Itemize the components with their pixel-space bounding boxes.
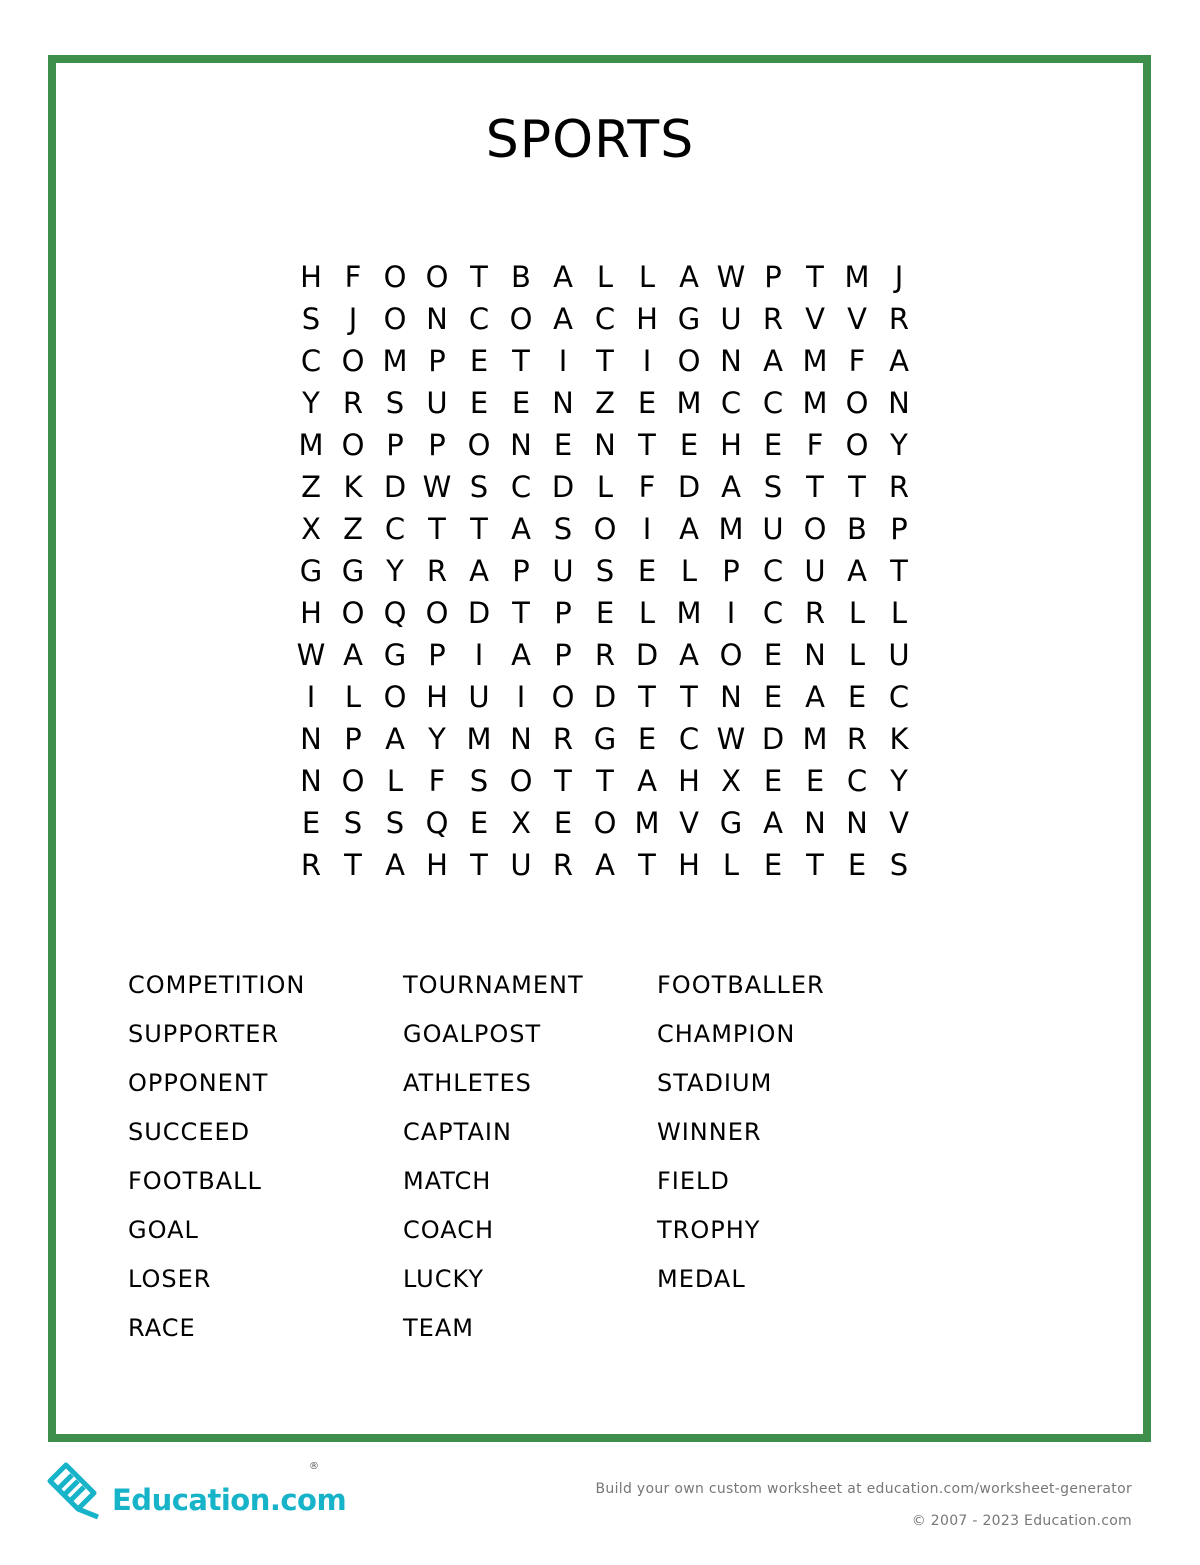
grid-letter: S xyxy=(469,470,489,504)
grid-letter: O xyxy=(845,386,869,420)
grid-letter: A xyxy=(763,806,783,840)
grid-letter: A xyxy=(721,470,741,504)
grid-letter: M xyxy=(802,344,828,378)
grid-letter: E xyxy=(301,806,321,840)
word-list-item: COMPETITION xyxy=(128,971,306,999)
grid-letter: A xyxy=(553,302,573,336)
grid-letter: L xyxy=(890,596,908,630)
grid-letter: H xyxy=(426,680,448,714)
grid-letter: A xyxy=(679,638,699,672)
grid-letter: S xyxy=(301,302,321,336)
grid-letter: Z xyxy=(343,512,363,546)
grid-letter: M xyxy=(676,596,702,630)
grid-letter: T xyxy=(890,554,908,588)
word-list-item: GOALPOST xyxy=(403,1020,542,1048)
grid-letter: N xyxy=(300,764,322,798)
grid-letter: L xyxy=(638,260,656,294)
word-list-item: ATHLETES xyxy=(403,1069,532,1097)
grid-letter: T xyxy=(596,764,614,798)
grid-letter: H xyxy=(678,848,700,882)
grid-letter: M xyxy=(466,722,492,756)
grid-letter: S xyxy=(553,512,573,546)
grid-letter: N xyxy=(510,428,532,462)
grid-letter: F xyxy=(638,470,656,504)
grid-letter: T xyxy=(806,260,824,294)
grid-letter: O xyxy=(341,344,365,378)
grid-letter: P xyxy=(344,722,362,756)
grid-letter: M xyxy=(844,260,870,294)
grid-letter: B xyxy=(847,512,867,546)
grid-letter: N xyxy=(846,806,868,840)
grid-letter: E xyxy=(469,344,489,378)
grid-letter: P xyxy=(428,428,446,462)
grid-letter: I xyxy=(474,638,484,672)
grid-letter: E xyxy=(847,848,867,882)
grid-letter: X xyxy=(301,512,321,546)
grid-letter: O xyxy=(719,638,743,672)
word-list-item: CAPTAIN xyxy=(403,1118,512,1146)
grid-letter: A xyxy=(889,344,909,378)
grid-letter: R xyxy=(762,302,784,336)
grid-letter: C xyxy=(384,512,406,546)
grid-letter: T xyxy=(512,344,530,378)
grid-letter: P xyxy=(428,344,446,378)
grid-letter: L xyxy=(680,554,698,588)
grid-letter: T xyxy=(638,680,656,714)
grid-letter: N xyxy=(594,428,616,462)
letter-grid xyxy=(290,256,920,886)
grid-letter: T xyxy=(596,344,614,378)
grid-letter: A xyxy=(511,638,531,672)
grid-letter: J xyxy=(348,302,358,336)
grid-letter: P xyxy=(428,638,446,672)
grid-letter: N xyxy=(300,722,322,756)
word-list-item: SUCCEED xyxy=(128,1118,251,1146)
grid-letter: R xyxy=(888,302,910,336)
grid-letter: T xyxy=(428,512,446,546)
grid-letter: R xyxy=(552,722,574,756)
grid-letter: S xyxy=(469,764,489,798)
grid-letter: C xyxy=(678,722,700,756)
grid-letter: K xyxy=(343,470,363,504)
grid-letter: H xyxy=(426,848,448,882)
grid-letter: E xyxy=(637,554,657,588)
word-list-item: FOOTBALLER xyxy=(657,971,825,999)
grid-letter: A xyxy=(679,512,699,546)
grid-letter: G xyxy=(677,302,701,336)
grid-letter: M xyxy=(634,806,660,840)
grid-letter: R xyxy=(594,638,616,672)
grid-letter: U xyxy=(510,848,532,882)
grid-letter: V xyxy=(889,806,909,840)
grid-letter: O xyxy=(467,428,491,462)
grid-letter: E xyxy=(763,428,783,462)
brand-name: Education.com xyxy=(112,1483,347,1517)
grid-letter: V xyxy=(805,302,825,336)
grid-letter: C xyxy=(888,680,910,714)
grid-letter: N xyxy=(552,386,574,420)
grid-letter: G xyxy=(299,554,323,588)
grid-letter: F xyxy=(428,764,446,798)
grid-letter: A xyxy=(763,344,783,378)
grid-letter: I xyxy=(558,344,568,378)
grid-letter: F xyxy=(848,344,866,378)
grid-letter: O xyxy=(383,260,407,294)
grid-letter: E xyxy=(595,596,615,630)
grid-letter: S xyxy=(763,470,783,504)
word-list-item: RACE xyxy=(128,1314,196,1342)
grid-letter: Y xyxy=(428,722,446,756)
grid-letter: L xyxy=(386,764,404,798)
grid-letter: R xyxy=(846,722,868,756)
grid-letter: X xyxy=(721,764,741,798)
grid-letter: J xyxy=(894,260,904,294)
grid-letter: Q xyxy=(425,806,449,840)
grid-letter: U xyxy=(804,554,826,588)
word-list-item: LUCKY xyxy=(403,1265,485,1293)
grid-letter: R xyxy=(300,848,322,882)
grid-letter: T xyxy=(554,764,572,798)
grid-letter: L xyxy=(596,470,614,504)
grid-letter: A xyxy=(385,722,405,756)
grid-letter: U xyxy=(762,512,784,546)
grid-letter: T xyxy=(470,512,488,546)
grid-letter: O xyxy=(341,428,365,462)
grid-letter: C xyxy=(720,386,742,420)
grid-letter: D xyxy=(551,470,575,504)
grid-letter: B xyxy=(511,260,531,294)
grid-letter: R xyxy=(426,554,448,588)
grid-letter: Y xyxy=(890,428,908,462)
grid-letter: T xyxy=(638,848,656,882)
grid-letter: H xyxy=(636,302,658,336)
grid-letter: E xyxy=(763,764,783,798)
word-list-item: FOOTBALL xyxy=(128,1167,262,1195)
grid-letter: U xyxy=(720,302,742,336)
grid-letter: A xyxy=(385,848,405,882)
grid-letter: O xyxy=(593,512,617,546)
grid-letter: E xyxy=(679,428,699,462)
grid-letter: O xyxy=(341,764,365,798)
grid-letter: N xyxy=(804,638,826,672)
grid-letter: N xyxy=(804,806,826,840)
footer-copyright: © 2007 - 2023 Education.com xyxy=(911,1513,1132,1529)
grid-letter: M xyxy=(676,386,702,420)
grid-letter: E xyxy=(469,806,489,840)
grid-letter: N xyxy=(510,722,532,756)
grid-letter: T xyxy=(470,848,488,882)
grid-letter: T xyxy=(512,596,530,630)
grid-letter: T xyxy=(806,848,824,882)
grid-letter: L xyxy=(848,596,866,630)
grid-letter: A xyxy=(469,554,489,588)
grid-letter: N xyxy=(720,680,742,714)
grid-letter: T xyxy=(344,848,362,882)
grid-letter: F xyxy=(344,260,362,294)
grid-letter: D xyxy=(677,470,701,504)
grid-letter: E xyxy=(511,386,531,420)
grid-letter: L xyxy=(848,638,866,672)
grid-letter: M xyxy=(802,386,828,420)
grid-letter: U xyxy=(888,638,910,672)
grid-letter: W xyxy=(422,470,452,504)
grid-letter: C xyxy=(762,596,784,630)
grid-letter: Y xyxy=(386,554,404,588)
grid-letter: G xyxy=(593,722,617,756)
grid-letter: D xyxy=(761,722,785,756)
education-logo-icon xyxy=(42,1455,112,1525)
grid-letter: O xyxy=(341,596,365,630)
grid-letter: Z xyxy=(301,470,321,504)
word-list-item: TEAM xyxy=(403,1314,474,1342)
grid-letter: W xyxy=(716,260,746,294)
grid-letter: D xyxy=(383,470,407,504)
grid-letter: C xyxy=(846,764,868,798)
grid-letter: Y xyxy=(890,764,908,798)
word-list-item: GOAL xyxy=(128,1216,199,1244)
grid-letter: O xyxy=(425,260,449,294)
grid-letter: A xyxy=(343,638,363,672)
word-list-item: SUPPORTER xyxy=(128,1020,280,1048)
grid-letter: P xyxy=(512,554,530,588)
grid-letter: A xyxy=(679,260,699,294)
word-list-item: OPPONENT xyxy=(128,1069,269,1097)
grid-letter: U xyxy=(552,554,574,588)
grid-letter: E xyxy=(763,848,783,882)
grid-letter: O xyxy=(845,428,869,462)
word-list-item: COACH xyxy=(403,1216,495,1244)
footer-tagline: Build your own custom worksheet at education.com/worksheet-generator xyxy=(595,1481,1132,1497)
grid-letter: P xyxy=(554,596,572,630)
grid-letter: C xyxy=(468,302,490,336)
grid-letter: Q xyxy=(383,596,407,630)
word-list-item: STADIUM xyxy=(657,1069,773,1097)
grid-letter: C xyxy=(594,302,616,336)
grid-letter: S xyxy=(385,806,405,840)
grid-letter: L xyxy=(344,680,362,714)
grid-letter: A xyxy=(595,848,615,882)
word-list-item: WINNER xyxy=(657,1118,762,1146)
grid-letter: O xyxy=(593,806,617,840)
grid-letter: G xyxy=(341,554,365,588)
grid-letter: L xyxy=(596,260,614,294)
grid-letter: G xyxy=(719,806,743,840)
grid-letter: L xyxy=(638,596,656,630)
grid-letter: D xyxy=(635,638,659,672)
grid-letter: F xyxy=(806,428,824,462)
grid-letter: E xyxy=(805,764,825,798)
grid-letter: E xyxy=(763,680,783,714)
grid-letter: O xyxy=(509,764,533,798)
grid-letter: V xyxy=(679,806,699,840)
grid-letter: V xyxy=(847,302,867,336)
grid-letter: N xyxy=(888,386,910,420)
grid-letter: T xyxy=(470,260,488,294)
grid-letter: N xyxy=(426,302,448,336)
grid-letter: E xyxy=(637,722,657,756)
grid-letter: A xyxy=(805,680,825,714)
grid-letter: X xyxy=(511,806,531,840)
grid-letter: R xyxy=(888,470,910,504)
registered-mark: ® xyxy=(309,1461,319,1472)
grid-letter: E xyxy=(469,386,489,420)
grid-letter: I xyxy=(726,596,736,630)
grid-letter: E xyxy=(553,428,573,462)
grid-letter: R xyxy=(342,386,364,420)
grid-letter: A xyxy=(511,512,531,546)
grid-letter: M xyxy=(718,512,744,546)
grid-letter: S xyxy=(385,386,405,420)
grid-letter: P xyxy=(764,260,782,294)
grid-letter: A xyxy=(847,554,867,588)
grid-letter: M xyxy=(298,428,324,462)
word-list-item: MEDAL xyxy=(657,1265,746,1293)
grid-letter: U xyxy=(468,680,490,714)
grid-letter: W xyxy=(296,638,326,672)
grid-letter: H xyxy=(300,260,322,294)
grid-letter: M xyxy=(382,344,408,378)
grid-letter: A xyxy=(637,764,657,798)
worksheet-title: SPORTS xyxy=(485,110,695,170)
word-list-item: FIELD xyxy=(657,1167,730,1195)
grid-letter: O xyxy=(425,596,449,630)
grid-letter: P xyxy=(554,638,572,672)
word-list-item: LOSER xyxy=(128,1265,212,1293)
grid-letter: H xyxy=(678,764,700,798)
grid-letter: K xyxy=(889,722,909,756)
grid-letter: N xyxy=(720,344,742,378)
word-list xyxy=(128,968,917,1360)
grid-letter: C xyxy=(762,386,784,420)
grid-letter: C xyxy=(762,554,784,588)
grid-letter: O xyxy=(383,680,407,714)
grid-letter: I xyxy=(306,680,316,714)
grid-letter: O xyxy=(383,302,407,336)
grid-letter: C xyxy=(300,344,322,378)
grid-letter: P xyxy=(890,512,908,546)
word-list-item: TROPHY xyxy=(657,1216,761,1244)
grid-letter: Z xyxy=(595,386,615,420)
grid-letter: S xyxy=(343,806,363,840)
grid-letter: T xyxy=(680,680,698,714)
grid-letter: R xyxy=(552,848,574,882)
grid-letter: H xyxy=(300,596,322,630)
grid-letter: T xyxy=(848,470,866,504)
grid-letter: O xyxy=(677,344,701,378)
grid-letter: H xyxy=(720,428,742,462)
grid-letter: O xyxy=(551,680,575,714)
grid-letter: E xyxy=(553,806,573,840)
grid-letter: W xyxy=(716,722,746,756)
grid-letter: D xyxy=(593,680,617,714)
grid-letter: L xyxy=(722,848,740,882)
grid-letter: D xyxy=(467,596,491,630)
grid-letter: S xyxy=(595,554,615,588)
grid-letter: C xyxy=(510,470,532,504)
grid-letter: O xyxy=(509,302,533,336)
word-list-item: CHAMPION xyxy=(657,1020,796,1048)
grid-letter: O xyxy=(803,512,827,546)
grid-letter: A xyxy=(553,260,573,294)
grid-letter: T xyxy=(638,428,656,462)
word-list-item: TOURNAMENT xyxy=(403,971,584,999)
grid-letter: I xyxy=(642,344,652,378)
word-list-item: MATCH xyxy=(403,1167,492,1195)
grid-letter: S xyxy=(889,848,909,882)
grid-letter: U xyxy=(426,386,448,420)
grid-letter: I xyxy=(642,512,652,546)
grid-letter: G xyxy=(383,638,407,672)
grid-letter: M xyxy=(802,722,828,756)
grid-letter: P xyxy=(386,428,404,462)
grid-letter: T xyxy=(806,470,824,504)
grid-letter: E xyxy=(763,638,783,672)
education-logo xyxy=(42,1455,347,1535)
grid-letter: E xyxy=(847,680,867,714)
grid-letter: P xyxy=(722,554,740,588)
grid-letter: Y xyxy=(302,386,320,420)
grid-letter: E xyxy=(637,386,657,420)
grid-letter: I xyxy=(516,680,526,714)
grid-letter: R xyxy=(804,596,826,630)
